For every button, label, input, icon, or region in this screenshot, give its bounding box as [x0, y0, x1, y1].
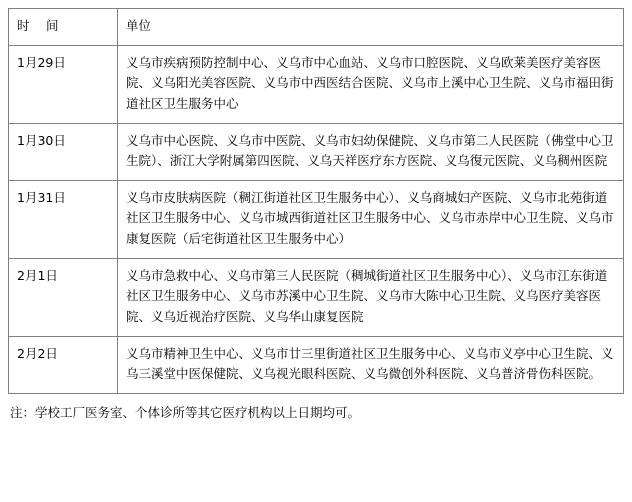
table-row [9, 180, 624, 258]
table-row [9, 336, 624, 393]
table-row [9, 45, 624, 123]
cell-date: 1月31日 [9, 180, 118, 258]
column-header-unit: 单位 [118, 9, 624, 46]
cell-unit: 义乌市皮肤病医院（稠江街道社区卫生服务中心）、义乌商城妇产医院、义乌市北苑街道社区卫生服务中心、义乌市城西街道社区卫生服务中心、义乌市赤岸中心卫生院、义乌市康复医院（后宅街道社区卫生服务中心） [118, 180, 624, 258]
cell-date: 2月1日 [9, 258, 118, 336]
table-header-row [9, 9, 624, 46]
schedule-table [8, 8, 624, 394]
table-row [9, 123, 624, 180]
cell-date: 1月30日 [9, 123, 118, 180]
table-body [9, 45, 624, 393]
cell-date: 1月29日 [9, 45, 118, 123]
table-row [9, 258, 624, 336]
table-header [9, 9, 624, 46]
column-header-date: 时 间 [9, 9, 118, 46]
cell-unit: 义乌市中心医院、义乌市中医院、义乌市妇幼保健院、义乌市第二人民医院（佛堂中心卫生院）、浙江大学附属第四医院、义乌天祥医疗东方医院、义乌復元医院、义乌稠州医院 [118, 123, 624, 180]
cell-unit: 义乌市疾病预防控制中心、义乌市中心血站、义乌市口腔医院、义乌欧莱美医疗美容医院、义乌阳光美容医院、义乌市中西医结合医院、义乌市上溪中心卫生院、义乌市福田街道社区卫生服务中心 [118, 45, 624, 123]
footnote: 注：学校工厂医务室、个体诊所等其它医疗机构以上日期均可。 [10, 404, 361, 420]
cell-unit: 义乌市精神卫生中心、义乌市廿三里街道社区卫生服务中心、义乌市义亭中心卫生院、义乌三溪堂中医保健院、义乌视光眼科医院、义乌微创外科医院、义乌普济骨伤科医院。 [118, 336, 624, 393]
cell-unit: 义乌市急救中心、义乌市第三人民医院（稠城街道社区卫生服务中心）、义乌市江东街道社区卫生服务中心、义乌市苏溪中心卫生院、义乌市大陈中心卫生院、义乌医疗美容医院、义乌近视治疗医院、义乌华山康复医院 [118, 258, 624, 336]
cell-date: 2月2日 [9, 336, 118, 393]
